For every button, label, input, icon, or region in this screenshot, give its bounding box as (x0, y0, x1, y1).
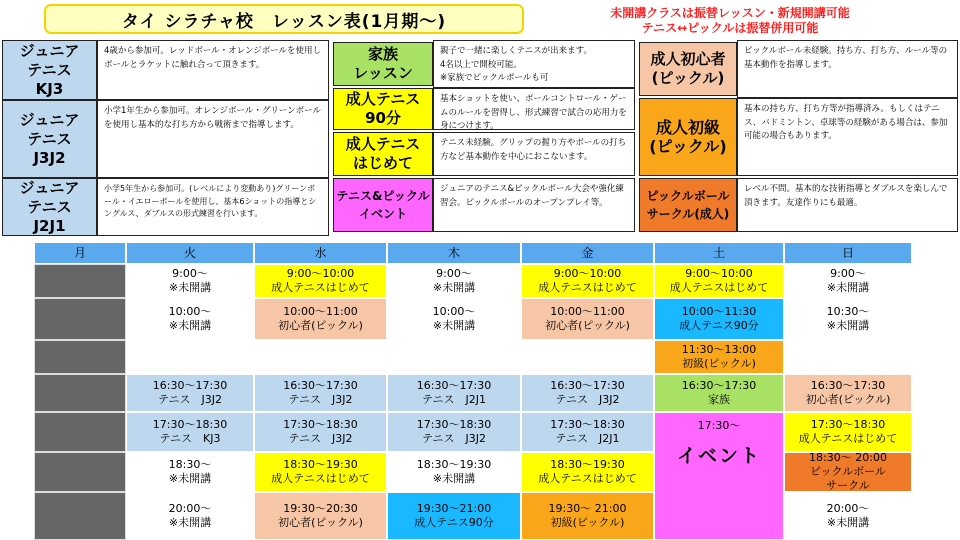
class-desc-j2j1: 小学5年生から参加可。(レベルにより変動あり)グリーンボール・イエローボールを使用し、基本6ショットの指導とシングルス、ダブルスの形式練習を行います。 (97, 178, 329, 236)
sun-slot: 20:00～ ※未開講 (784, 492, 912, 540)
day-header-wed: 水 (254, 242, 387, 264)
wed-slot: 19:30～20:30 初心者(ピックル) (254, 492, 387, 540)
class-desc-family: 親子で一緒に楽しくテニスが出来ます。 4名以上で開校可能。 ※家族でピックルボールも可 (433, 40, 635, 88)
mon-slot (34, 340, 126, 374)
day-header-fri: 金 (521, 242, 654, 264)
class-desc-pb-circle: レベル不問。基本的な技術指導とダブルスを楽しんで頂きます。友達作りにも最適。 (737, 178, 958, 232)
notice (560, 6, 900, 36)
thu-slot (387, 340, 521, 374)
class-descriptions (0, 40, 960, 236)
thu-slot: 18:30～19:30 ※未開講 (387, 452, 521, 492)
sat-event-slot (654, 412, 784, 540)
sun-slot (784, 340, 912, 374)
thu-slot: 17:30～18:30 テニス J3J2 (387, 412, 521, 452)
tue-slot: 18:30～ ※未開講 (126, 452, 254, 492)
day-header-tue: 火 (126, 242, 254, 264)
tue-slot: 17:30～18:30 テニス KJ3 (126, 412, 254, 452)
mon-slot (34, 492, 126, 540)
class-desc-adult90: 基本ショットを使い、ボールコントロール・ゲームのルールを習得し、形式練習で試合の応用力を身につけます。 (433, 88, 635, 130)
sat-event-label: イベント (676, 445, 761, 467)
fri-slot: 10:00～11:00 初心者(ピックル) (521, 298, 654, 340)
sat-event-time: 17:30～ (697, 419, 741, 432)
sat-slot: 16:30～17:30 家族 (654, 374, 784, 412)
sun-slot: 9:00～ ※未開講 (784, 264, 912, 298)
fri-slot: 17:30～18:30 テニス J2J1 (521, 412, 654, 452)
notice-line-2: テニス↔ピックルは振替併用可能 (641, 21, 819, 35)
sun-slot: 10:30～ ※未開講 (784, 298, 912, 340)
class-label-j3j2: ジュニア テニス J3J2 (2, 100, 97, 178)
notice-line-1: 未開講クラスは振替レッスン・新規開講可能 (610, 6, 850, 20)
wed-slot: 10:00～11:00 初心者(ピックル) (254, 298, 387, 340)
tue-slot: 10:00～ ※未開講 (126, 298, 254, 340)
sat-slot: 11:30～13:00 初級(ピックル) (654, 340, 784, 374)
wed-slot: 16:30～17:30 テニス J3J2 (254, 374, 387, 412)
tue-slot (126, 340, 254, 374)
class-label-adult90: 成人テニス 90分 (333, 88, 433, 130)
fri-slot: 16:30～17:30 テニス J3J2 (521, 374, 654, 412)
mon-slot (34, 452, 126, 492)
class-desc-j3j2: 小学1年生から参加可。オレンジボール・グリーンボールを使用し基本的な打ち方から戦術まで指導します。 (97, 100, 329, 178)
class-label-pb-begin: 成人初心者 (ピックル) (639, 42, 737, 96)
thu-slot: 9:00～ ※未開講 (387, 264, 521, 298)
mon-slot (34, 298, 126, 340)
sat-slot: 9:00～10:00 成人テニスはじめて (654, 264, 784, 298)
thu-slot: 16:30～17:30 テニス J2J1 (387, 374, 521, 412)
sat-slot: 10:00～11:30 成人テニス90分 (654, 298, 784, 340)
wed-slot: 9:00～10:00 成人テニスはじめて (254, 264, 387, 298)
schedule-grid (34, 242, 912, 540)
class-label-pb-basic: 成人初級 (ピックル) (639, 98, 737, 176)
class-desc-beginner: テニス未経験。グリップの握り方やボールの打ち方など基本動作を中心におこないます。 (433, 132, 635, 176)
class-desc-pb-begin: ピックルボール未経験。持ち方、打ち方、ルール等の基本動作を指導します。 (737, 40, 958, 98)
class-label-j2j1: ジュニア テニス J2J1 (2, 178, 97, 236)
tue-slot: 9:00～ ※未開講 (126, 264, 254, 298)
class-desc-pb-basic: 基本の持ち方、打ち方等が指導済み。もしくはテニス、バドミントン、卓球等の経験がある場合は、参加可能の場合もあります。 (737, 98, 958, 176)
wed-slot: 17:30～18:30 テニス J3J2 (254, 412, 387, 452)
class-label-beginner: 成人テニス はじめて (333, 132, 433, 176)
thu-slot: 19:30～21:00 成人テニス90分 (387, 492, 521, 540)
class-desc-event: ジュニアのテニス&ピックルボール大会や強化練習会。ピックルボールのオープンプレイ等。 (433, 178, 635, 232)
sun-slot: 17:30～18:30 成人テニスはじめて (784, 412, 912, 452)
class-label-family: 家族 レッスン (333, 42, 433, 86)
day-header-mon: 月 (34, 242, 126, 264)
day-header-thu: 木 (387, 242, 521, 264)
fri-slot: 9:00～10:00 成人テニスはじめて (521, 264, 654, 298)
tue-slot: 16:30～17:30 テニス J3J2 (126, 374, 254, 412)
day-header-sat: 土 (654, 242, 784, 264)
sun-slot: 16:30～17:30 初心者(ピックル) (784, 374, 912, 412)
tue-slot: 20:00～ ※未開講 (126, 492, 254, 540)
class-label-event: テニス&ピックル イベント (333, 178, 433, 232)
wed-slot: 18:30～19:30 成人テニスはじめて (254, 452, 387, 492)
class-desc-kj3: 4歳から参加可。レッドボール・オレンジボールを使用しボールとラケットに触れ合って頂きます。 (97, 40, 329, 100)
wed-slot (254, 340, 387, 374)
mon-slot (34, 374, 126, 412)
class-label-pb-circle: ピックルボール サークル(成人) (639, 178, 737, 232)
fri-slot: 19:30～ 21:00 初級(ピックル) (521, 492, 654, 540)
sun-slot: 18:30～ 20:00 ピックルボール サークル (784, 452, 912, 492)
class-label-kj3: ジュニア テニス KJ3 (2, 40, 97, 100)
mon-slot (34, 264, 126, 298)
mon-slot (34, 412, 126, 452)
fri-slot: 18:30～19:30 成人テニスはじめて (521, 452, 654, 492)
fri-slot (521, 340, 654, 374)
page-title: タイ シラチャ校 レッスン表(1月期～) (44, 4, 524, 34)
thu-slot: 10:00～ ※未開講 (387, 298, 521, 340)
day-header-sun: 日 (784, 242, 912, 264)
